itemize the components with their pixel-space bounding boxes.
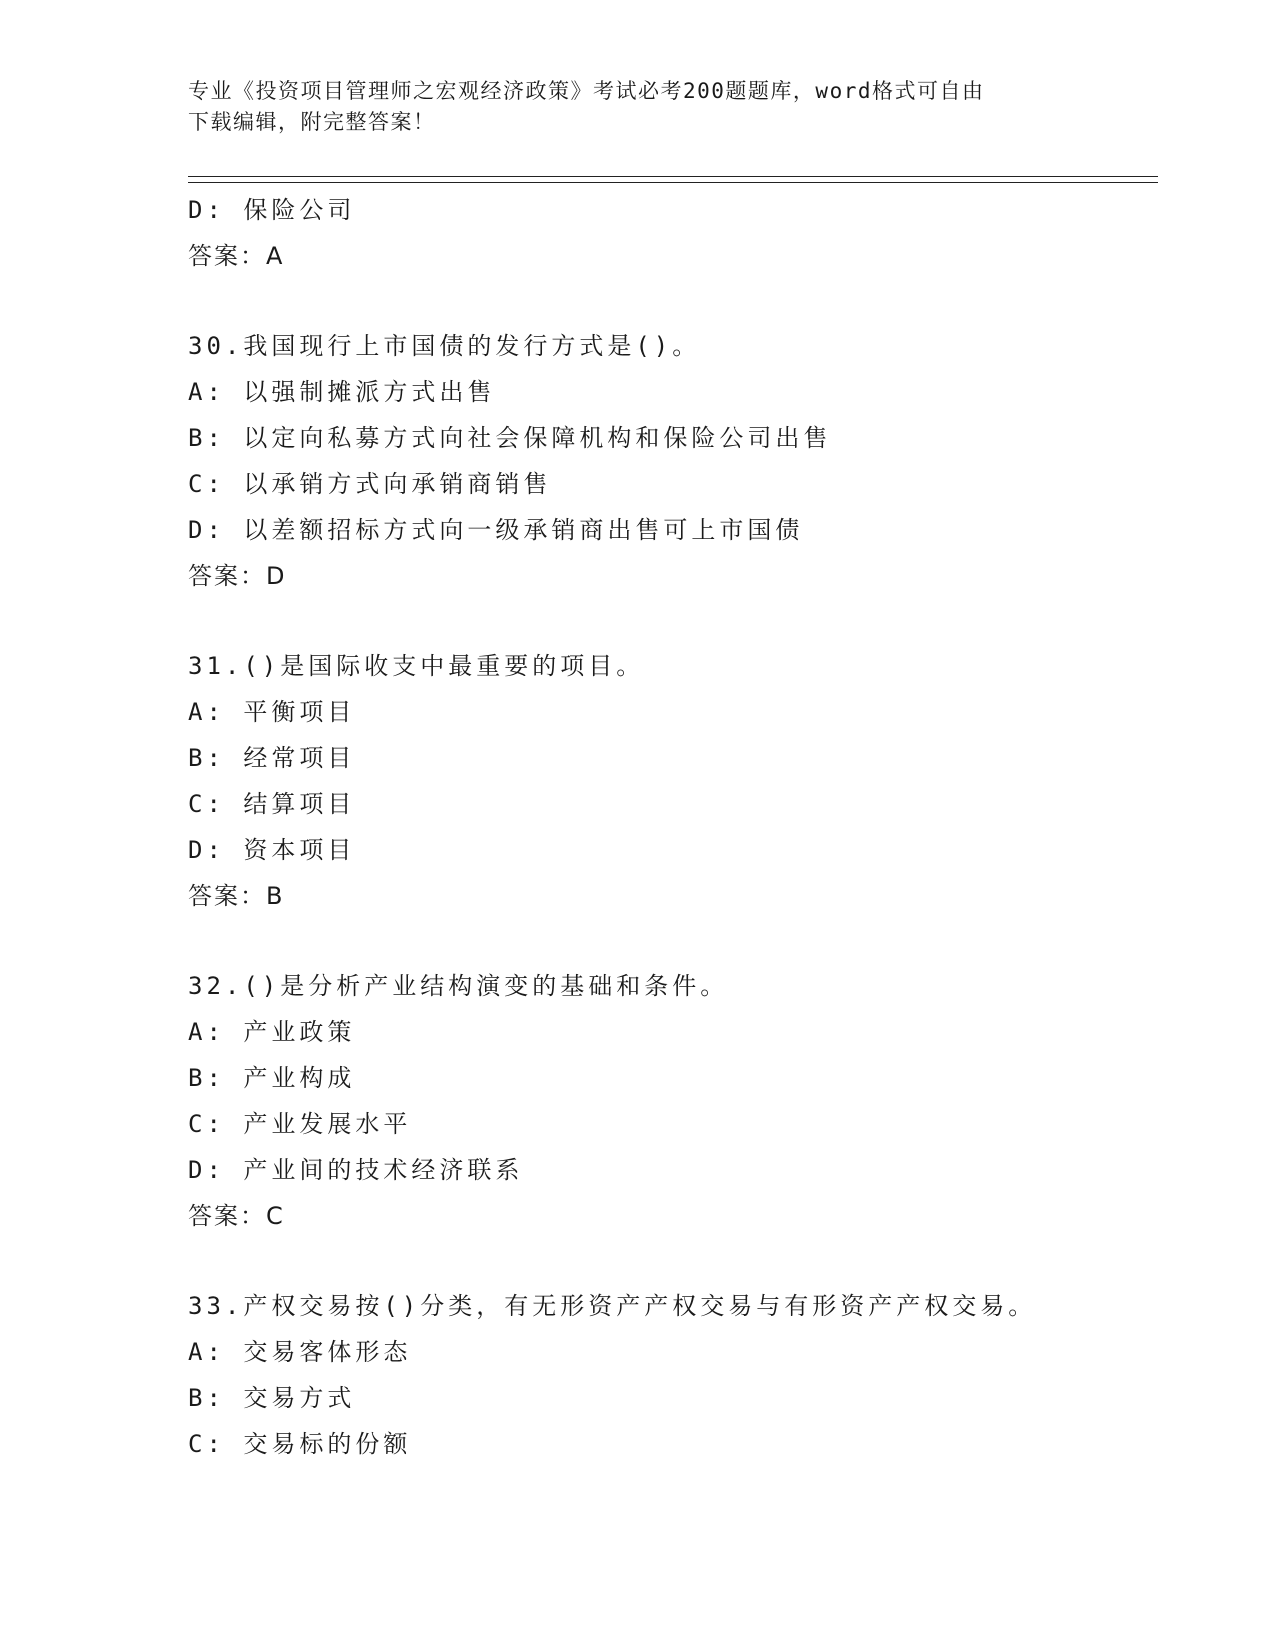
question-33 — [188, 1283, 1188, 1467]
option-b: B: 交易方式 — [188, 1384, 356, 1412]
option-d: D: 产业间的技术经济联系 — [188, 1156, 524, 1184]
prev-answer: 答案：A — [188, 242, 285, 270]
option-a: A: 产业政策 — [188, 1018, 356, 1046]
option-a: A: 交易客体形态 — [188, 1338, 412, 1366]
option-a: A: 平衡项目 — [188, 698, 356, 726]
answer: 答案：D — [188, 562, 287, 590]
document-header — [188, 76, 1088, 138]
option-b: B: 以定向私募方式向社会保障机构和保险公司出售 — [188, 424, 832, 452]
question-stem: 32.()是分析产业结构演变的基础和条件。 — [188, 972, 729, 1000]
prev-option-d: D: 保险公司 — [188, 196, 356, 224]
question-31 — [188, 643, 1188, 919]
question-content — [188, 187, 1188, 1467]
option-c: C: 以承销方式向承销商销售 — [188, 470, 552, 498]
question-stem: 30.我国现行上市国债的发行方式是()。 — [188, 332, 701, 360]
option-c: C: 结算项目 — [188, 790, 356, 818]
option-b: B: 经常项目 — [188, 744, 356, 772]
answer: 答案：C — [188, 1202, 285, 1230]
answer: 答案：B — [188, 882, 285, 910]
question-stem: 31.()是国际收支中最重要的项目。 — [188, 652, 645, 680]
question-stem: 33.产权交易按()分类，有无形资产产权交易与有形资产产权交易。 — [188, 1292, 1037, 1320]
option-a: A: 以强制摊派方式出售 — [188, 378, 496, 406]
option-c: C: 产业发展水平 — [188, 1110, 412, 1138]
header-line-1: 专业《投资项目管理师之宏观经济政策》考试必考200题题库，word格式可自由 — [188, 79, 985, 103]
header-line-2: 下载编辑，附完整答案！ — [188, 110, 436, 134]
option-b: B: 产业构成 — [188, 1064, 356, 1092]
header-divider-top — [188, 176, 1158, 177]
question-30 — [188, 323, 1188, 599]
question-32 — [188, 963, 1188, 1239]
option-d: D: 以差额招标方式向一级承销商出售可上市国债 — [188, 516, 804, 544]
option-d: D: 资本项目 — [188, 836, 356, 864]
header-divider-bottom — [188, 182, 1158, 183]
option-c: C: 交易标的份额 — [188, 1430, 412, 1458]
